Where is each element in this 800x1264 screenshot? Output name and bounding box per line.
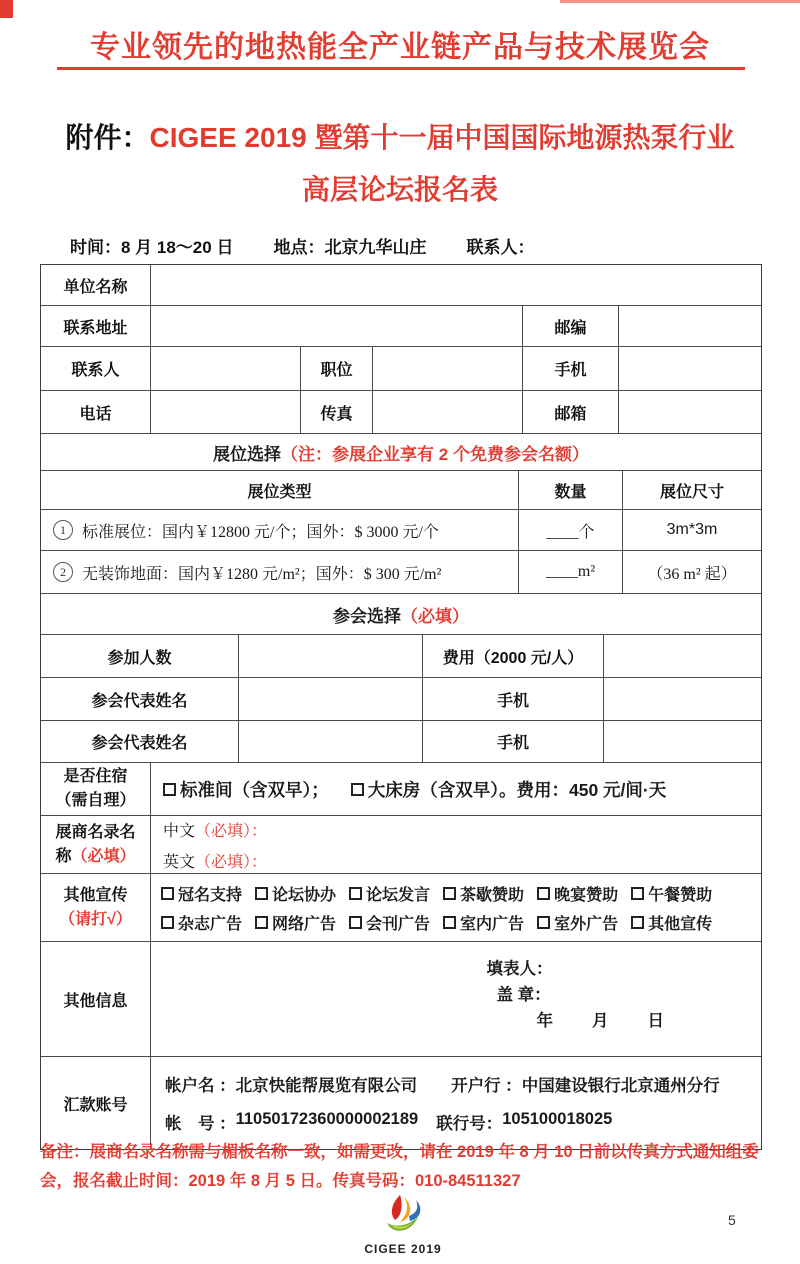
hotel-row [41, 762, 761, 815]
promo-option-label: 冠名支持 [178, 886, 243, 904]
other-info-area[interactable] [150, 942, 761, 1056]
king-room-label: 大床房（含双早）。费用：450 元/间·天 [367, 779, 667, 800]
checkbox-icon [631, 887, 644, 900]
bank-value: 中国建设银行北京通州分行 [521, 1077, 720, 1095]
checkbox-icon [443, 887, 456, 900]
contact-input[interactable] [150, 347, 300, 390]
attend-count-label: 参加人数 [107, 649, 172, 667]
promo-option-label: 论坛协办 [272, 886, 337, 904]
directory-required-badge: （必填） [71, 847, 136, 865]
checkbox-icon [349, 916, 362, 929]
contact-label: 联系人 [71, 362, 120, 379]
event-contact: 联系人： [466, 238, 535, 257]
date-label: 年 月 日 [536, 1012, 666, 1030]
checkbox-icon [161, 887, 174, 900]
promo-label-line2: （请打√） [59, 910, 132, 928]
directory-label-line1: 展商名录名 [55, 823, 136, 841]
directory-en-line[interactable] [163, 849, 761, 872]
booth-rawspace-size: （36 m² 起） [622, 551, 761, 593]
attend-section-title: 参会选择 [333, 606, 401, 626]
booth-rawspace-qty-blank[interactable]: ____m² [518, 551, 622, 593]
delegate-row [41, 720, 761, 762]
directory-cn-line[interactable] [163, 818, 761, 841]
promo-option-label: 网络广告 [272, 915, 337, 933]
promo-option-label: 其他宣传 [648, 915, 713, 933]
table-row [41, 265, 761, 305]
booth-section-title: 展位选择 [213, 444, 282, 464]
checkbox-icon [255, 916, 268, 929]
phone-label: 电话 [79, 405, 112, 423]
directory-row [41, 815, 761, 873]
standard-room-label: 标准间（含双早）； [180, 779, 329, 800]
table-row [41, 305, 761, 346]
address-label: 联系地址 [63, 319, 128, 337]
delegate-name-label: 参会代表姓名 [91, 692, 188, 710]
mobile-input[interactable] [618, 347, 761, 390]
booth-standard-desc [41, 510, 518, 550]
directory-label-line2: 称 [55, 847, 72, 865]
footer-note: 备注：展商名录名称需与楣板名称一致，如需更改，请在 2019 年 8 月 10 日前以传真方式通知组委会，报名截止时间：2019 年 8 月 5 日。传真号码：010-84511327 [40, 1143, 759, 1190]
attachment-title-line2: 高层论坛报名表 [301, 174, 498, 205]
circled-2-icon: 2 [53, 562, 73, 582]
signature-block [487, 956, 667, 1034]
top-right-red-line [560, 0, 800, 3]
account-name-label: 帐户名 ： [165, 1077, 236, 1095]
delegate-name-label: 参会代表姓名 [91, 735, 188, 752]
promo-option[interactable] [631, 911, 712, 934]
promo-label-line1: 其他宣传 [63, 886, 128, 904]
booth-section-header [41, 433, 761, 470]
promo-option[interactable] [349, 882, 430, 905]
promo-option-label: 室内广告 [460, 915, 525, 933]
booth-standard-size: 3m*3m [622, 510, 761, 550]
phone-input[interactable] [150, 391, 300, 433]
booth-rawspace-desc [41, 551, 518, 593]
payment-label: 汇款账号 [63, 1096, 128, 1114]
checkbox-icon [631, 916, 644, 929]
standard-room-checkbox[interactable] [163, 783, 176, 796]
promo-option[interactable] [443, 911, 524, 934]
bank-no-label: 联行号： [436, 1115, 503, 1133]
seal-label: 盖 章： [496, 986, 551, 1004]
delegate-name-input[interactable] [238, 721, 422, 762]
booth-size-header: 展位尺寸 [622, 471, 761, 509]
account-no-label: 帐 号 ： [165, 1115, 236, 1133]
position-label: 职位 [300, 347, 372, 390]
promo-option[interactable] [349, 911, 430, 934]
circled-1-icon: 1 [53, 520, 73, 540]
attachment-prefix: 附件： [65, 122, 150, 153]
promo-option-label: 午餐赞助 [648, 886, 713, 904]
promo-option[interactable] [255, 911, 336, 934]
booth-rawspace-text: 无装饰地面：国内￥1280 元/m²；国外：$ 300 元/m² [82, 565, 442, 583]
delegate-mobile-label: 手机 [422, 678, 603, 720]
promo-option-label: 晚宴赞助 [554, 886, 619, 904]
table-row [41, 390, 761, 433]
directory-en-label: 英文 [163, 853, 196, 871]
hotel-options [150, 763, 761, 815]
other-info-label: 其他信息 [63, 992, 128, 1010]
promo-option[interactable] [161, 882, 242, 905]
delegate-mobile-input[interactable] [603, 721, 761, 762]
email-label: 邮箱 [522, 391, 618, 433]
checkbox-icon [349, 887, 362, 900]
directory-cn-label: 中文 [163, 822, 196, 840]
promo-option-label: 室外广告 [554, 915, 619, 933]
zip-label: 邮编 [522, 306, 618, 346]
email-input[interactable] [618, 391, 761, 433]
promo-option[interactable] [443, 882, 524, 905]
table-row [41, 346, 761, 390]
promo-label [41, 874, 150, 941]
event-meta-row [70, 233, 534, 258]
promo-row [41, 873, 761, 941]
attend-section-note: （必填） [401, 606, 469, 626]
promo-option[interactable] [161, 911, 242, 934]
checkbox-icon [443, 916, 456, 929]
promo-option-label: 会刊广告 [366, 915, 431, 933]
directory-label [41, 816, 150, 873]
promo-option-label: 茶歇赞助 [460, 886, 525, 904]
address-input[interactable] [150, 306, 522, 346]
account-name-value: 北京快能帮展览有限公司 [235, 1077, 418, 1095]
hotel-label-line2: （需自理） [55, 792, 136, 809]
company-name-label: 单位名称 [63, 278, 128, 296]
promo-option-label: 杂志广告 [178, 915, 243, 933]
mobile-label: 手机 [522, 347, 618, 390]
delegate-mobile-input[interactable] [603, 678, 761, 720]
payment-details [150, 1057, 761, 1149]
event-venue: 地点：北京九华山庄 [273, 238, 427, 257]
booth-section-note: （注：参展企业享有 2 个免费参会名额） [281, 444, 589, 464]
attend-count-row [41, 634, 761, 677]
promo-option-label: 论坛发言 [366, 886, 431, 904]
other-info-row [41, 941, 761, 1056]
fax-input[interactable] [372, 391, 522, 433]
fax-label: 传真 [300, 391, 372, 433]
directory-en-required: （必填）： [195, 853, 268, 871]
booth-row-standard [41, 509, 761, 550]
account-no-value: 11050172360000002189 [235, 1110, 419, 1128]
hotel-label [41, 763, 150, 815]
directory-inputs [150, 816, 761, 873]
zip-input[interactable] [618, 306, 761, 346]
bank-label: 开户行 ： [451, 1077, 522, 1095]
checkbox-icon [537, 916, 550, 929]
attend-fee-label: 费用（2000 元/人） [422, 635, 603, 677]
promo-options [150, 874, 761, 941]
top-left-red-mark [0, 0, 13, 18]
attend-count-input[interactable] [238, 635, 422, 677]
company-name-input[interactable] [150, 265, 761, 305]
promo-option[interactable] [255, 882, 336, 905]
booth-qty-header: 数量 [518, 471, 622, 509]
promo-option[interactable] [537, 882, 618, 905]
flame-logo-icon [379, 1194, 427, 1236]
booth-row-rawspace [41, 550, 761, 593]
banner-underline [57, 67, 745, 70]
cigee-logo [358, 1194, 448, 1256]
attachment-title-text: CIGEE 2019 暨第十一届中国国际地源热泵行业 [149, 122, 735, 153]
checkbox-icon [255, 887, 268, 900]
page-banner-title: 专业领先的地热能全产业链产品与技术展览会 [90, 31, 710, 64]
attachment-title-line1 [0, 116, 800, 156]
delegate-name-input[interactable] [238, 678, 422, 720]
event-time: 时间：8 月 18～20 日 [70, 238, 234, 257]
position-input[interactable] [372, 347, 522, 390]
bank-no-value: 105100018025 [502, 1110, 613, 1128]
booth-columns-header [41, 470, 761, 509]
directory-cn-required: （必填）： [195, 822, 268, 840]
delegate-mobile-label: 手机 [422, 721, 603, 762]
registration-table [40, 264, 762, 1150]
page-number: 5 [728, 1212, 736, 1228]
promo-option[interactable] [631, 882, 712, 905]
booth-standard-qty-blank[interactable]: ____个 [518, 510, 622, 550]
checkbox-icon [161, 916, 174, 929]
filler-label: 填表人： [486, 960, 553, 978]
promo-option[interactable] [537, 911, 618, 934]
booth-standard-text: 标准展位：国内￥12800 元/个；国外：$ 3000 元/个 [82, 523, 439, 541]
booth-type-header: 展位类型 [247, 483, 312, 501]
logo-text: CIGEE 2019 [364, 1242, 442, 1256]
checkbox-icon [537, 887, 550, 900]
delegate-row [41, 677, 761, 720]
king-room-checkbox[interactable] [351, 783, 364, 796]
payment-row [41, 1056, 761, 1149]
attend-section-header [41, 593, 761, 634]
hotel-label-line1: 是否住宿 [63, 768, 128, 785]
attend-fee-input[interactable] [603, 635, 761, 677]
